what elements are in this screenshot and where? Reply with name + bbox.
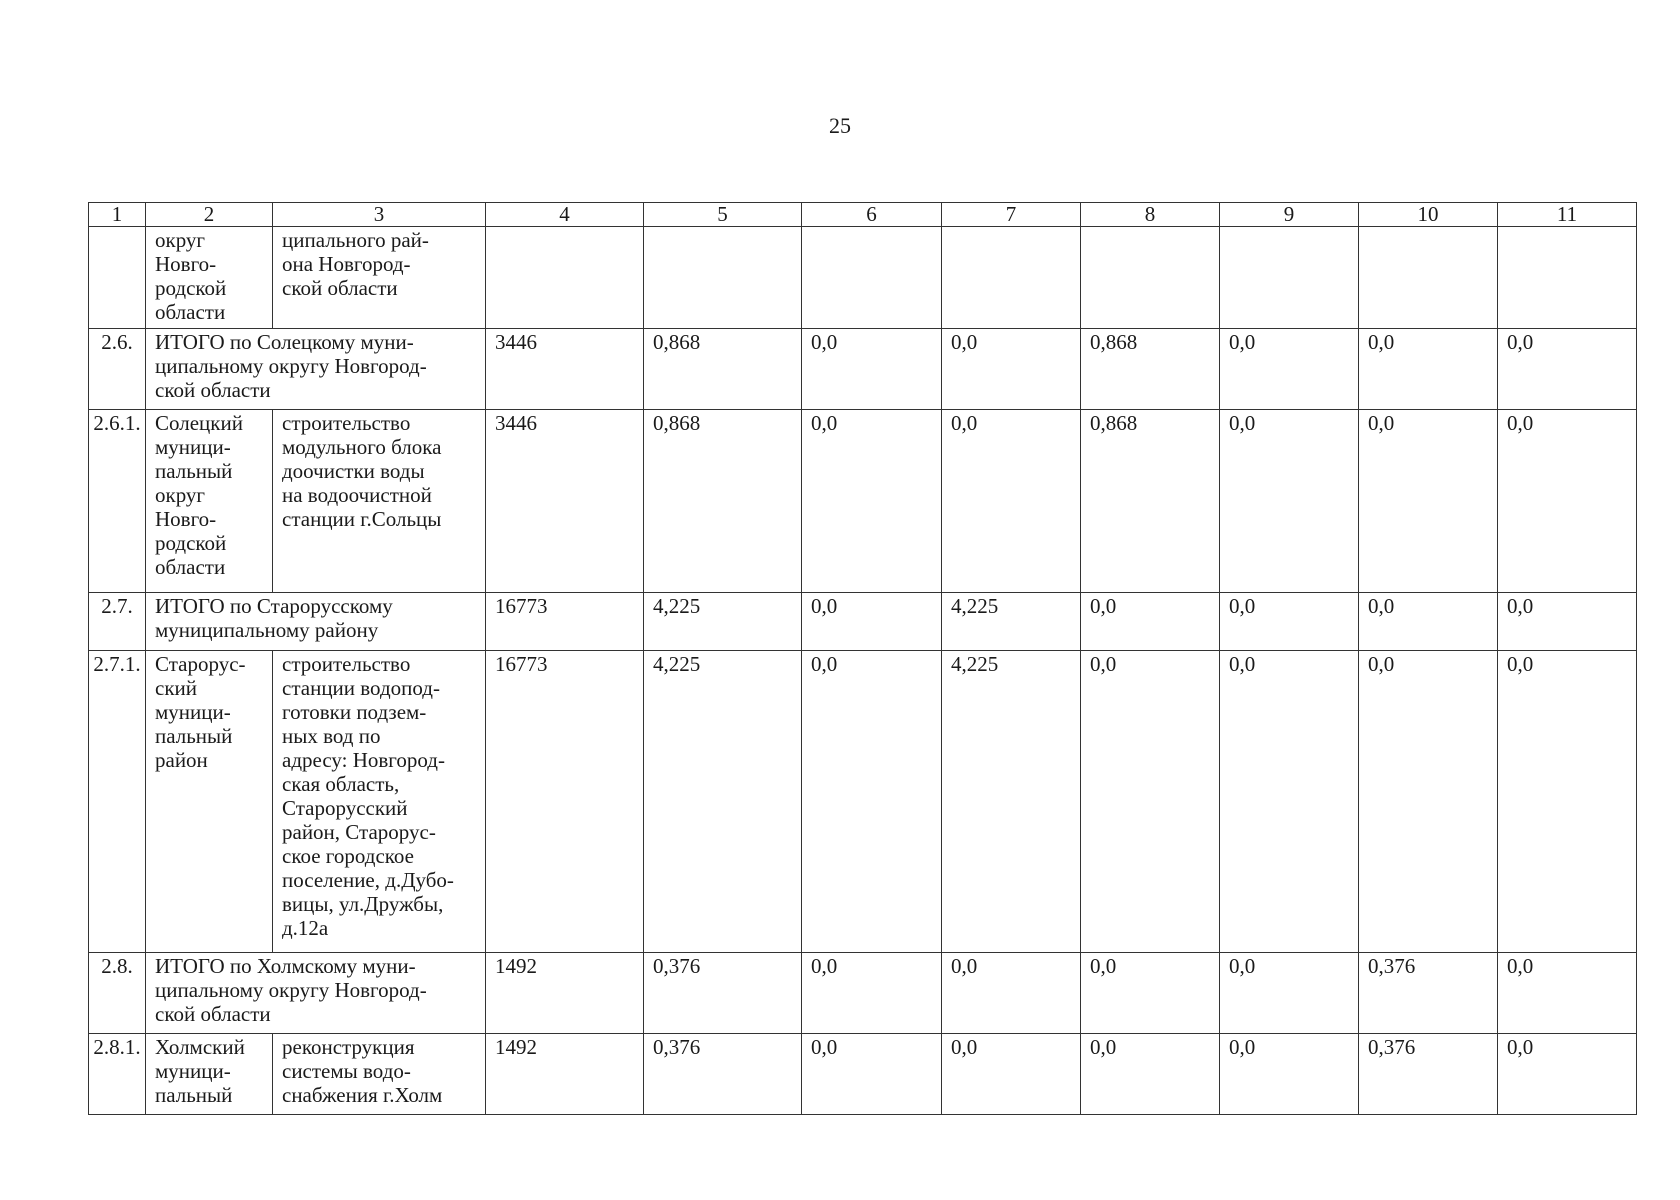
total-label: ИТОГО по Солецкому муни- ципальному округу Новгород- ской области [155,330,427,402]
value-cell: 0,376 [1359,953,1498,1034]
value-cell: 4,225 [942,651,1081,953]
value-cell: 0,0 [1220,651,1359,953]
value-cell: 4,225 [644,593,802,651]
value-cell: 0,0 [1498,593,1637,651]
value-cell: 0,376 [644,1034,802,1115]
header-cell: 6 [802,203,942,227]
header-cell: 8 [1081,203,1220,227]
total-label-cell [146,953,486,1034]
value-cell: 0,0 [1359,410,1498,593]
table-row [89,329,1637,410]
header-row [89,203,1637,227]
municipality-cell [146,651,273,953]
value-cell [644,227,802,329]
municipality-cell [146,1034,273,1115]
header-cell: 4 [486,203,644,227]
value-cell: 0,0 [1498,651,1637,953]
value-cell: 16773 [486,651,644,953]
municipality-text: округ Новго- родской области [155,228,227,324]
value-cell: 0,868 [1081,410,1220,593]
value-cell: 0,0 [802,1034,942,1115]
value-cell: 1492 [486,1034,644,1115]
value-cell: 1492 [486,953,644,1034]
value-cell: 0,0 [1359,651,1498,953]
header-cell: 10 [1359,203,1498,227]
page-number: 25 [829,113,851,138]
value-cell [1220,227,1359,329]
header-cell: 9 [1220,203,1359,227]
header-cell: 2 [146,203,273,227]
municipality-text: Старорус- ский муници- пальный район [155,652,246,772]
value-cell: 0,0 [1220,410,1359,593]
object-cell [273,651,486,953]
object-cell [273,227,486,329]
value-cell [486,227,644,329]
object-text: строительство модульного блока доочистки воды на водоочистной станции г.Сольцы [282,411,442,531]
row-number [89,227,146,329]
object-text: строительство станции водопод- готовки подзем- ных вод по адресу: Новгород- ская область, Старорусский район, Старорус- ское городское поселение, д.Дубо- вицы, ул.Дружбы, д.12а [282,652,454,940]
value-cell [942,227,1081,329]
table-row [89,953,1637,1034]
value-cell: 0,0 [802,651,942,953]
table-row [89,227,1637,329]
value-cell: 0,0 [1081,593,1220,651]
object-text: ципального рай- она Новгород- ской области [282,228,429,300]
table-row [89,593,1637,651]
object-text: реконструкция системы водо- снабжения г.Холм [282,1035,443,1107]
value-cell: 16773 [486,593,644,651]
total-label: ИТОГО по Холмскому муни- ципальному округу Новгород- ской области [155,954,427,1026]
value-cell: 0,0 [1498,953,1637,1034]
header-cell: 3 [273,203,486,227]
value-cell: 0,0 [942,953,1081,1034]
value-cell [802,227,942,329]
value-cell: 0,0 [1081,651,1220,953]
value-cell: 0,0 [1498,329,1637,410]
row-number: 2.6.1. [89,410,146,593]
value-cell [1081,227,1220,329]
total-label-cell [146,329,486,410]
value-cell: 0,0 [802,410,942,593]
municipality-text: Солецкий муници- пальный округ Новго- родской области [155,411,243,579]
value-cell: 0,0 [942,410,1081,593]
data-table [88,202,1637,1115]
header-cell: 5 [644,203,802,227]
value-cell [1498,227,1637,329]
value-cell: 0,0 [1081,953,1220,1034]
total-label-cell [146,593,486,651]
object-cell [273,410,486,593]
row-number: 2.8. [89,953,146,1034]
value-cell: 4,225 [644,651,802,953]
row-number: 2.7. [89,593,146,651]
value-cell: 0,868 [1081,329,1220,410]
value-cell: 0,0 [802,329,942,410]
value-cell [1359,227,1498,329]
header-cell: 11 [1498,203,1637,227]
value-cell: 0,868 [644,329,802,410]
value-cell: 0,0 [1359,329,1498,410]
value-cell: 0,0 [942,1034,1081,1115]
value-cell: 0,0 [1220,593,1359,651]
row-number: 2.6. [89,329,146,410]
value-cell: 0,0 [1498,410,1637,593]
value-cell: 3446 [486,329,644,410]
value-cell: 0,0 [802,593,942,651]
value-cell: 0,376 [1359,1034,1498,1115]
row-number: 2.7.1. [89,651,146,953]
municipality-cell [146,410,273,593]
value-cell: 0,0 [942,329,1081,410]
municipality-text: Холмский муници- пальный [155,1035,245,1107]
value-cell: 0,0 [1220,953,1359,1034]
header-cell: 7 [942,203,1081,227]
value-cell: 0,0 [1498,1034,1637,1115]
value-cell: 0,0 [802,953,942,1034]
table-row [89,1034,1637,1115]
total-label: ИТОГО по Старорусскому муниципальному району [155,594,393,642]
value-cell: 3446 [486,410,644,593]
value-cell: 0,0 [1220,1034,1359,1115]
value-cell: 4,225 [942,593,1081,651]
row-number: 2.8.1. [89,1034,146,1115]
value-cell: 0,0 [1359,593,1498,651]
table-row [89,410,1637,593]
value-cell: 0,376 [644,953,802,1034]
value-cell: 0,0 [1081,1034,1220,1115]
header-cell: 1 [89,203,146,227]
value-cell: 0,868 [644,410,802,593]
object-cell [273,1034,486,1115]
municipality-cell [146,227,273,329]
value-cell: 0,0 [1220,329,1359,410]
table-row [89,651,1637,953]
